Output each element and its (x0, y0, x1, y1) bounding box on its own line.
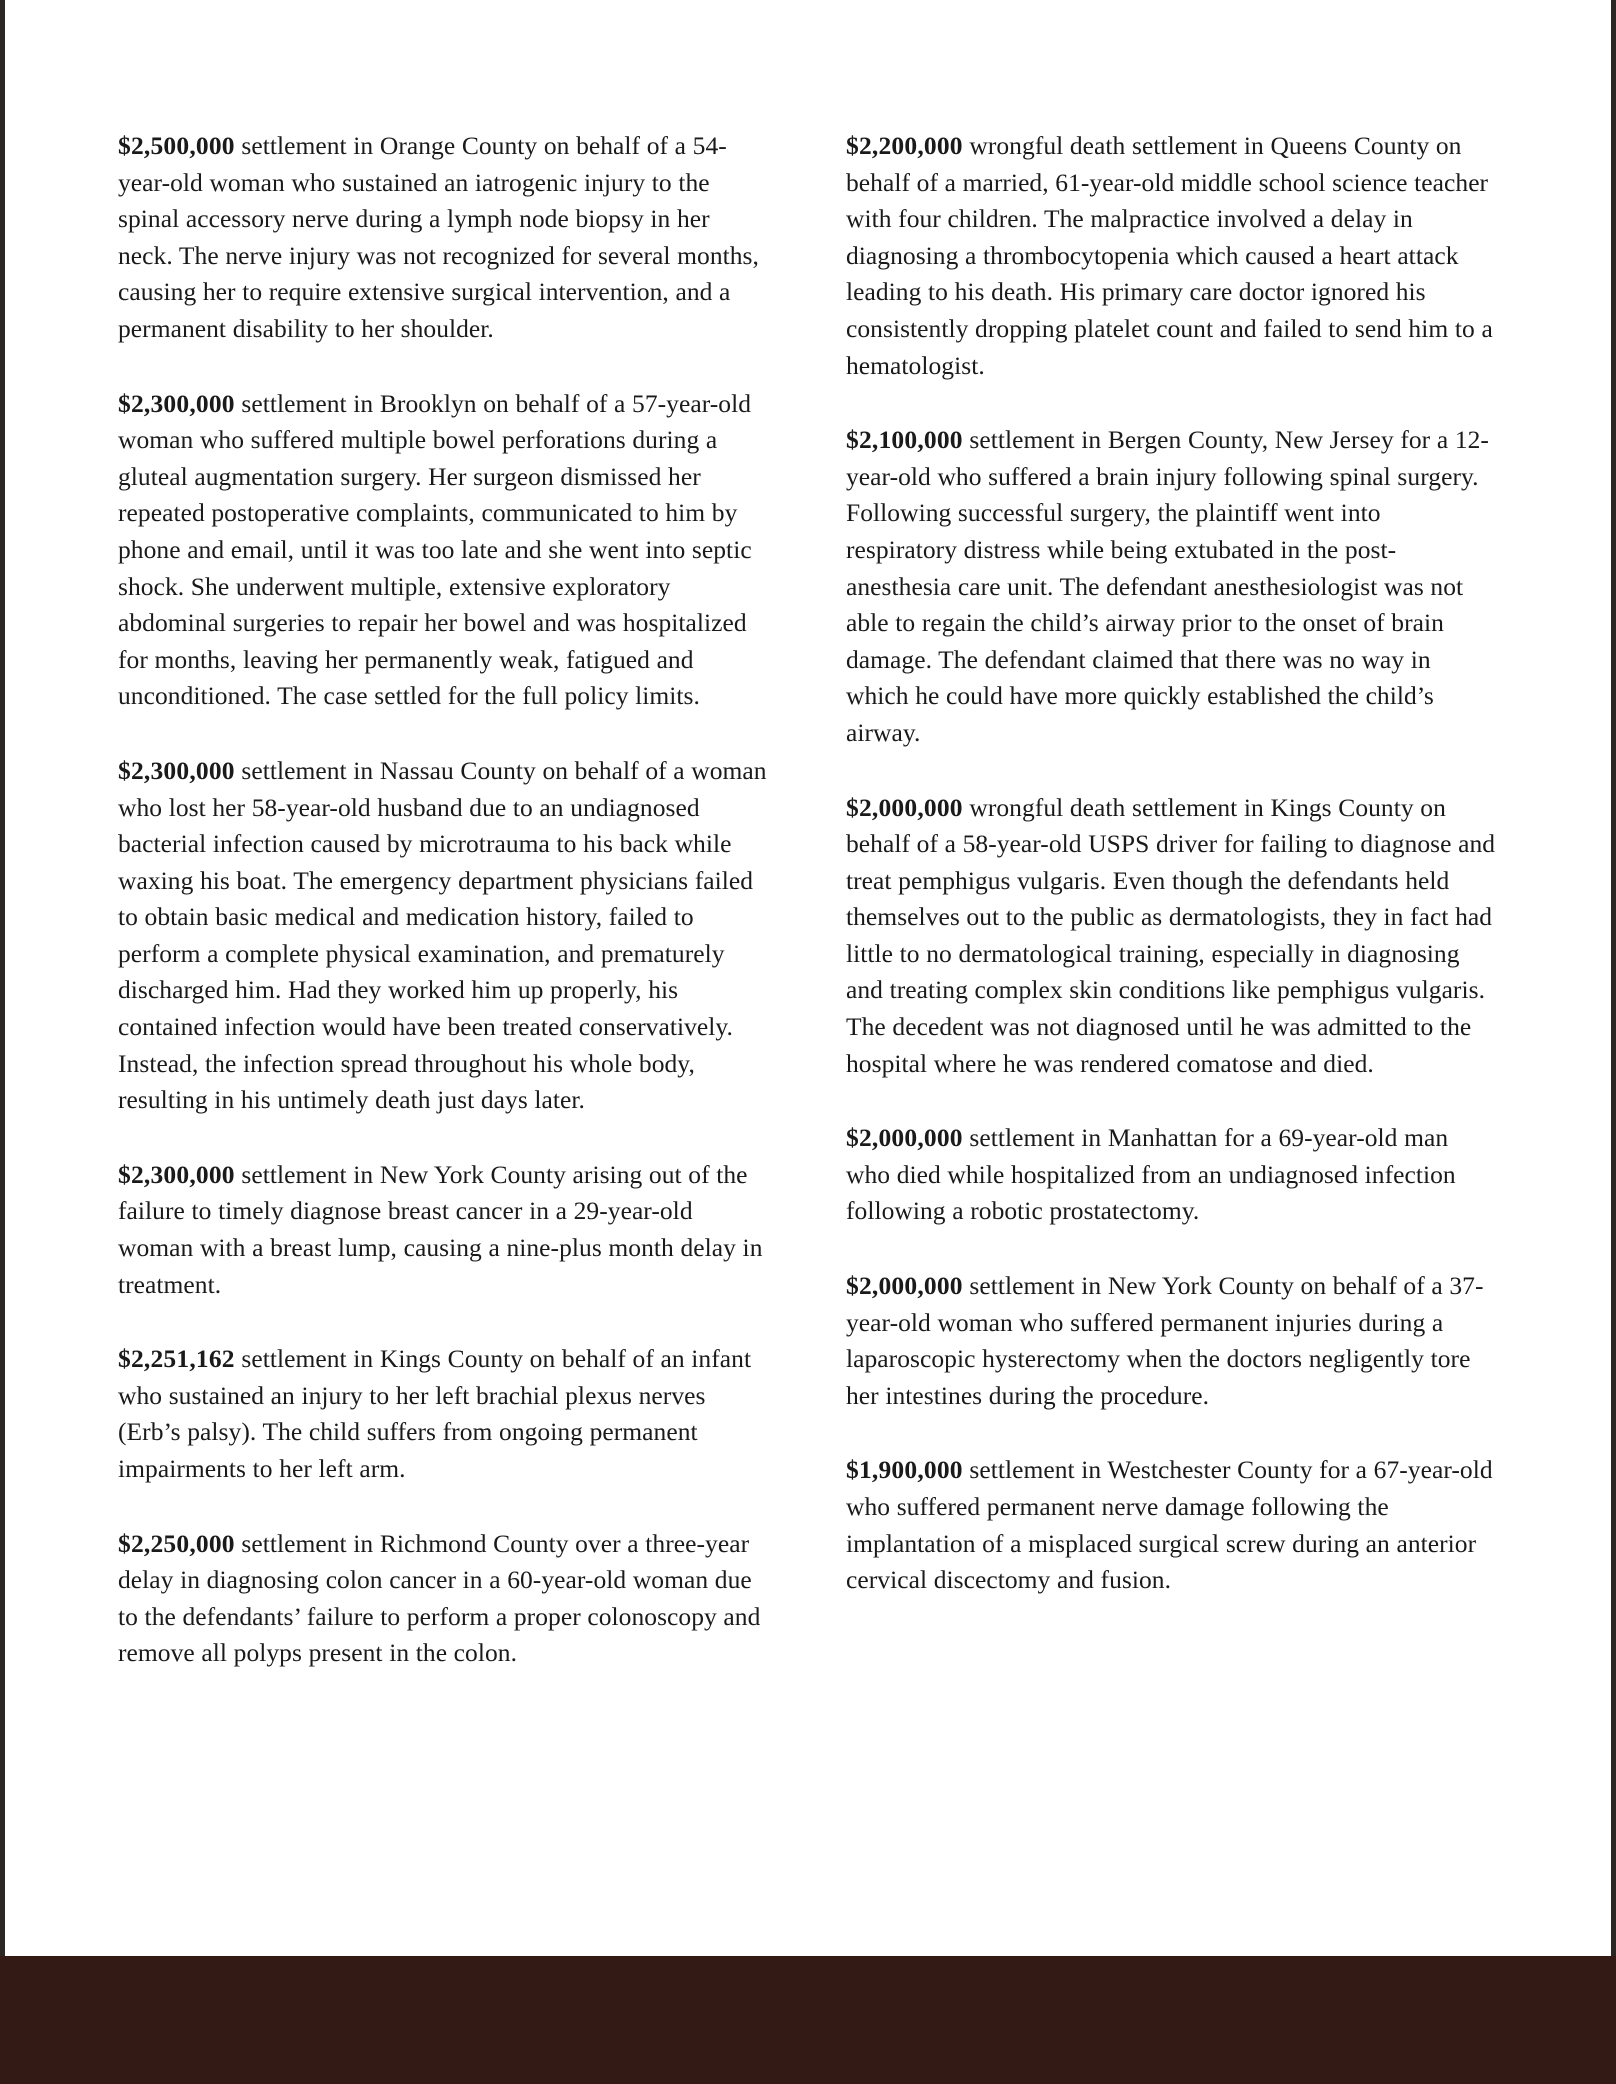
left-column (118, 128, 770, 1672)
settlement-body: settlement in Brooklyn on behalf of a 57-year-old woman who suffered multiple bowel perforations during a gluteal augmentation surgery. Her surgeon dismissed her repeated postoperative complaints, communicated to him by phone and email, until it was too late and she went into septic shock. She underwent multiple, extensive exploratory abdominal surgeries to repair her bowel and was hospitalized for months, leaving her permanently weak, fatigued and unconditioned. The case settled for the full policy limits. (118, 388, 752, 711)
settlement-amount: $2,300,000 (118, 388, 235, 418)
settlement-amount: $2,000,000 (846, 1123, 963, 1153)
settlement-entry (118, 1157, 770, 1303)
settlement-entry (118, 128, 770, 348)
settlement-body: settlement in Bergen County, New Jersey for a 12-year-old who suffered a brain injury following spinal surgery. Following successful surgery, the plaintiff went into respiratory distress while being extubated in the post-anesthesia care unit. The defendant anesthesiologist was not able to regain the child’s airway prior to the onset of brain damage. The defendant claimed that there was no way in which he could have more quickly established the child’s airway. (846, 425, 1489, 747)
settlement-body: settlement in Westchester County for a 67-year-old who suffered permanent nerve damage following the implantation of a misplaced surgical screw during an anterior cervical discectomy and fusion. (846, 1455, 1493, 1595)
settlement-amount: $1,900,000 (846, 1455, 963, 1485)
settlement-body: settlement in Kings County on behalf of an infant who sustained an injury to her left brachial plexus nerves (Erb’s palsy). The child suffers from ongoing permanent impairments to her left arm. (118, 1344, 752, 1483)
settlement-entry (118, 1341, 770, 1487)
settlement-entry (846, 422, 1498, 751)
settlement-amount: $2,200,000 (846, 131, 963, 160)
settlement-entry (118, 753, 770, 1119)
bottom-color-band (0, 1956, 1616, 2084)
settlement-body: settlement in New York County arising out of the failure to timely diagnose breast cancer in a 29-year-old woman with a breast lump, causing a nine-plus month delay in treatment. (118, 1159, 763, 1299)
settlement-body: settlement in Orange County on behalf of a 54-year-old woman who sustained an iatrogenic injury to the spinal accessory nerve during a lymph node biopsy in her neck. The nerve injury was not recognized for several months, causing her to require extensive surgical intervention, and a permanent disability to her shoulder. (118, 131, 759, 343)
settlement-body: wrongful death settlement in Kings County on behalf of a 58-year-old USPS driver for failing to diagnose and treat pemphigus vulgaris. Even though the defendants held themselves out to the public as dermatologists, they in fact had little to no dermatological training, especially in diagnosing and treating complex skin conditions like pemphigus vulgaris. The decedent was not diagnosed until he was admitted to the hospital where he was rendered comatose and died. (846, 792, 1496, 1078)
settlement-amount: $2,000,000 (846, 1271, 963, 1301)
settlement-amount: $2,300,000 (118, 1159, 235, 1189)
settlement-entry (118, 386, 770, 715)
two-column-layout (118, 128, 1498, 1672)
settlement-entry (846, 128, 1498, 384)
settlement-entry (846, 1268, 1498, 1414)
settlement-entry (118, 1526, 770, 1672)
settlement-amount: $2,250,000 (118, 1528, 235, 1558)
settlement-body: settlement in Richmond County over a three-year delay in diagnosing colon cancer in a 60-year-old woman due to the defendants’ failure to perform a proper colonoscopy and remove all polyps present in the colon. (118, 1528, 761, 1668)
settlement-amount: $2,300,000 (118, 755, 235, 785)
settlement-entry (846, 1452, 1498, 1598)
settlement-body: settlement in Manhattan for a 69-year-old man who died while hospitalized from an undiagnosed infection following a robotic prostatectomy. (846, 1123, 1456, 1226)
settlement-entry (846, 1120, 1498, 1230)
settlement-amount: $2,251,162 (118, 1344, 235, 1374)
settlement-body: wrongful death settlement in Queens County on behalf of a married, 61-year-old middle school science teacher with four children. The malpractice involved a delay in diagnosing a thrombocytopenia which caused a heart attack leading to his death. His primary care doctor ignored his consistently dropping platelet count and failed to send him to a hematologist. (846, 131, 1493, 380)
right-column (846, 128, 1498, 1599)
settlement-body: settlement in Nassau County on behalf of a woman who lost her 58-year-old husband due to an undiagnosed bacterial infection caused by microtrauma to his back while waxing his boat. The emergency department physicians failed to obtain basic medical and medication history, failed to perform a complete physical examination, and prematurely discharged him. Had they worked him up properly, his contained infection would have been treated conservatively. Instead, the infection spread throughout his whole body, resulting in his untimely death just days later. (118, 755, 767, 1115)
settlement-amount: $2,500,000 (118, 131, 235, 160)
settlement-entry (846, 790, 1498, 1083)
settlement-body: settlement in New York County on behalf of a 37-year-old woman who suffered permanent injuries during a laparoscopic hysterectomy when the doctors negligently tore her intestines during the procedure. (846, 1271, 1484, 1410)
settlement-amount: $2,100,000 (846, 425, 963, 455)
settlement-amount: $2,000,000 (846, 792, 963, 822)
